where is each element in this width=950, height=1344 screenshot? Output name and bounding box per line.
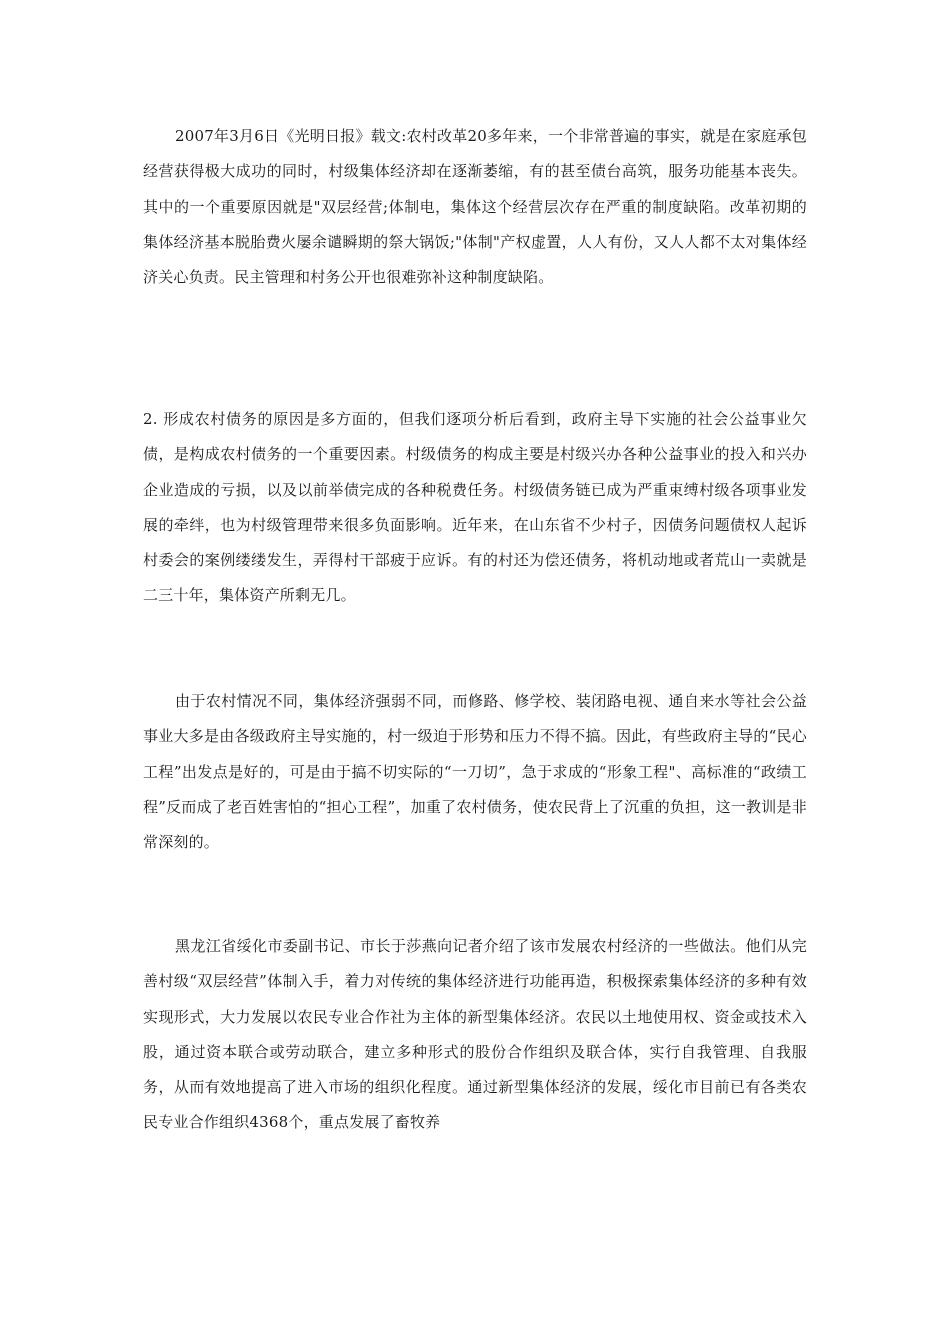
paragraph-suihua-city: 黑龙江省绥化市委副书记、市长于莎燕向记者介绍了该市发展农村经济的一些做法。他们从完善村级“双层经营”体制入手，着力对传统的集体经济进行功能再造，积极探索集体经济的多种有效实现形式，大力发展以农民专业合作社为主体的新型集体经济。农民以土地使用权、资金或技术入股，通过资本联合或劳动联合，建立多种形式的股份合作组织及联合体，实行自我管理、自我服务，从而有效地提高了进入市场的组织化程度。通过新型集体经济的发展，绥化市目前已有各类农民专业合作组织4368个，重点发展了畜牧养: [143, 937, 807, 1132]
paragraph-rural-debt-causes: 2. 形成农村债务的原因是多方面的，但我们逐项分析后看到，政府主导下实施的社会公益事业欠债，是构成农村债务的一个重要因素。村级债务的构成主要是村级兴办各种公益事业的投入和兴办企业造成的亏损，以及以前举债完成的各种税费任务。村级债务链已成为严重束缚村级各项事业发展的牵绊，也为村级管理带来很多负面影响。近年来，在山东省不少村子，因债务问题债权人起诉村委会的案例缕缕发生，弄得村干部疲于应诉。有的村还为偿还债务，将机动地或者荒山一卖就是二三十年，集体资产所剩无几。: [143, 410, 807, 605]
paragraph-guangming-daily: 2007年3月6日《光明日报》载文:农村改革20多年来，一个非常普遍的事实，就是在家庭承包经营获得极大成功的同时，村级集体经济却在逐渐萎缩，有的甚至债台高筑，服务功能基本丧失。其中的一个重要原因就是"双层经营;体制电，集体这个经营层次存在严重的制度缺陷。改革初期的集体经济基本脱胎费火屡余谴瞬期的祭大锅饭;"体制"产权虚置，人人有份，又人人都不太对集体经济关心负责。民主管理和村务公开也很难弥补这种制度缺陷。: [143, 127, 807, 287]
paragraph-public-welfare-projects: 由于农村情况不同，集体经济强弱不同，而修路、修学校、装闭路电视、通自来水等社会公益事业大多是由各级政府主导实施的，村一级迫于形势和压力不得不搞。因此，有些政府主导的“民心工程”出发点是好的，可是由于搞不切实际的“一刀切”，急于求成的“形象工程"、高标准的“政绩工程”反而成了老百姓害怕的“担心工程”，加重了农村债务，使农民背上了沉重的负担，这一教训是非常深刻的。: [143, 692, 807, 852]
